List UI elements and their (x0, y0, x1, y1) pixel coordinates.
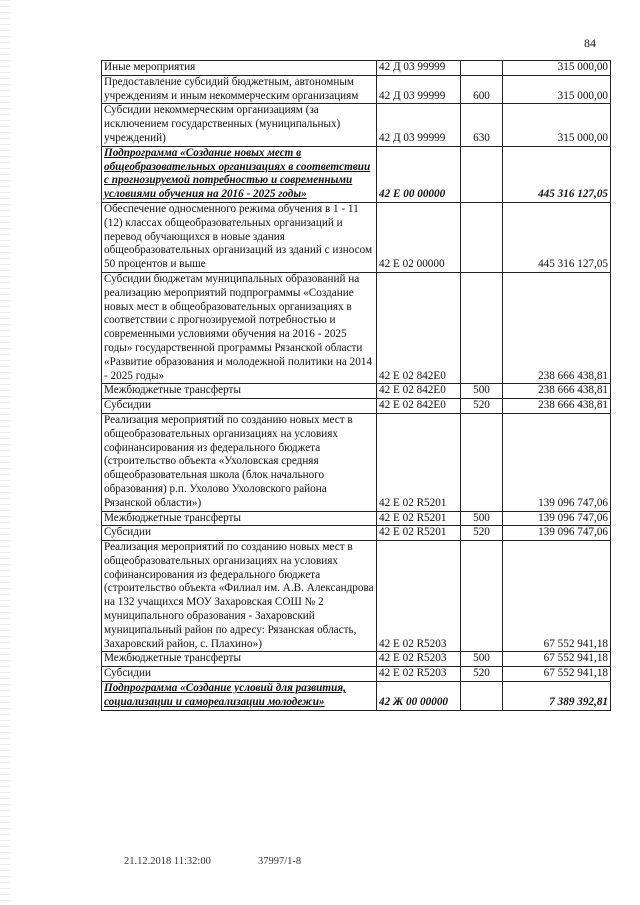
row-code: 42 Е 02 R5201 (377, 526, 461, 541)
budget-table (101, 60, 611, 711)
row-sum: 7 389 392,81 (503, 682, 611, 711)
row-sum: 238 666 438,81 (503, 384, 611, 399)
table-row (102, 272, 611, 383)
row-name: Субсидии (102, 526, 377, 541)
row-name: Субсидии (102, 399, 377, 414)
row-name: Подпрограмма «Создание условий для развития, социализации и самореализации молодежи» (102, 682, 377, 711)
row-sum: 238 666 438,81 (503, 399, 611, 414)
row-vr (461, 541, 503, 652)
footer-doc-id: 37997/1-8 (258, 856, 302, 867)
row-vr (461, 682, 503, 711)
page-number: 84 (584, 36, 596, 50)
row-name: Межбюджетные трансферты (102, 511, 377, 526)
row-name: Подпрограмма «Создание новых мест в общеобразовательных организациях в соответствии с прогнозируемой потребностью и современными условиями обучения на 2016 - 2025 годы» (102, 146, 377, 202)
row-code: 42 Е 02 R5201 (377, 413, 461, 511)
row-code: 42 Ж 00 00000 (377, 682, 461, 711)
row-code: 42 Е 02 R5203 (377, 541, 461, 652)
table-row (102, 399, 611, 414)
row-sum: 139 096 747,06 (503, 511, 611, 526)
row-name: Обеспечение односменного режима обучения в 1 - 11 (12) классах общеобразовательных организаций и перевод обучающихся в новые здания общеобразовательных организаций из зданий с износом 50 процентов и выше (102, 202, 377, 272)
table-row (102, 384, 611, 399)
row-sum: 139 096 747,06 (503, 526, 611, 541)
row-vr: 520 (461, 399, 503, 414)
row-name: Реализация мероприятий по созданию новых мест в общеобразовательных организациях на условиях софинансирования из федерального бюджета (строительство объекта «Филиал им. А.В. Александрова на 132 учащихся МОУ Захаровская СОШ № 2 муниципального образования - Захаровский муниципальный район по адресу: Рязанская область, Захаровский район, с. Плахино») (102, 541, 377, 652)
row-sum: 445 316 127,05 (503, 202, 611, 272)
footer-date: 21.12.2018 11:32:00 (124, 856, 211, 867)
row-name: Субсидии (102, 667, 377, 682)
row-code: 42 Д 03 99999 (377, 104, 461, 146)
table-row (102, 541, 611, 652)
row-code: 42 Е 02 R5203 (377, 667, 461, 682)
row-code: 42 Е 02 842Е0 (377, 399, 461, 414)
table-row (102, 526, 611, 541)
row-vr: 500 (461, 384, 503, 399)
row-code: 42 Е 02 00000 (377, 202, 461, 272)
table-row (102, 511, 611, 526)
table-row (102, 667, 611, 682)
row-code: 42 Е 02 842Е0 (377, 272, 461, 383)
row-vr: 500 (461, 652, 503, 667)
row-code: 42 Д 03 99999 (377, 75, 461, 104)
row-sum: 315 000,00 (503, 61, 611, 76)
row-name: Реализация мероприятий по созданию новых мест в общеобразовательных организациях на условиях софинансирования из федерального бюджета (строительство объекта «Ухоловская средняя общеобразовательная школа (блок начального образования) р.п. Ухолово Ухоловского района Рязанской области») (102, 413, 377, 511)
row-sum: 139 096 747,06 (503, 413, 611, 511)
table-row (102, 61, 611, 76)
row-vr: 520 (461, 526, 503, 541)
row-name: Межбюджетные трансферты (102, 384, 377, 399)
row-code: 42 Д 03 99999 (377, 61, 461, 76)
scan-edge (0, 0, 10, 905)
row-name: Предоставление субсидий бюджетным, автономным учреждениям и иным некоммерческим организациям (102, 75, 377, 104)
row-vr (461, 61, 503, 76)
row-sum: 238 666 438,81 (503, 272, 611, 383)
row-code: 42 Е 02 R5201 (377, 511, 461, 526)
row-vr (461, 202, 503, 272)
row-vr: 520 (461, 667, 503, 682)
row-code: 42 Е 00 00000 (377, 146, 461, 202)
row-vr: 630 (461, 104, 503, 146)
row-sum: 445 316 127,05 (503, 146, 611, 202)
row-name: Субсидии бюджетам муниципальных образований на реализацию мероприятий подпрограммы «Создание новых мест в общеобразовательных организациях в соответствии с прогнозируемой потребностью и современными условиями обучения на 2016 - 2025 годы» государственной программы Рязанской области «Развитие образования и молодежной политики на 2014 - 2025 годы» (102, 272, 377, 383)
table-row (102, 202, 611, 272)
row-sum: 315 000,00 (503, 75, 611, 104)
row-name: Иные мероприятия (102, 61, 377, 76)
subprogram-row (102, 682, 611, 711)
table-row (102, 652, 611, 667)
row-vr (461, 413, 503, 511)
table-body (102, 61, 611, 711)
table-row (102, 104, 611, 146)
row-name: Межбюджетные трансферты (102, 652, 377, 667)
row-sum: 67 552 941,18 (503, 652, 611, 667)
table-row (102, 75, 611, 104)
table-row (102, 413, 611, 511)
subprogram-row (102, 146, 611, 202)
row-sum: 67 552 941,18 (503, 541, 611, 652)
row-sum: 315 000,00 (503, 104, 611, 146)
row-vr (461, 272, 503, 383)
row-vr: 500 (461, 511, 503, 526)
row-vr: 600 (461, 75, 503, 104)
row-vr (461, 146, 503, 202)
row-sum: 67 552 941,18 (503, 667, 611, 682)
row-name: Субсидии некоммерческим организациям (за исключением государственных (муниципальных) учреждений) (102, 104, 377, 146)
row-code: 42 Е 02 R5203 (377, 652, 461, 667)
row-code: 42 Е 02 842Е0 (377, 384, 461, 399)
